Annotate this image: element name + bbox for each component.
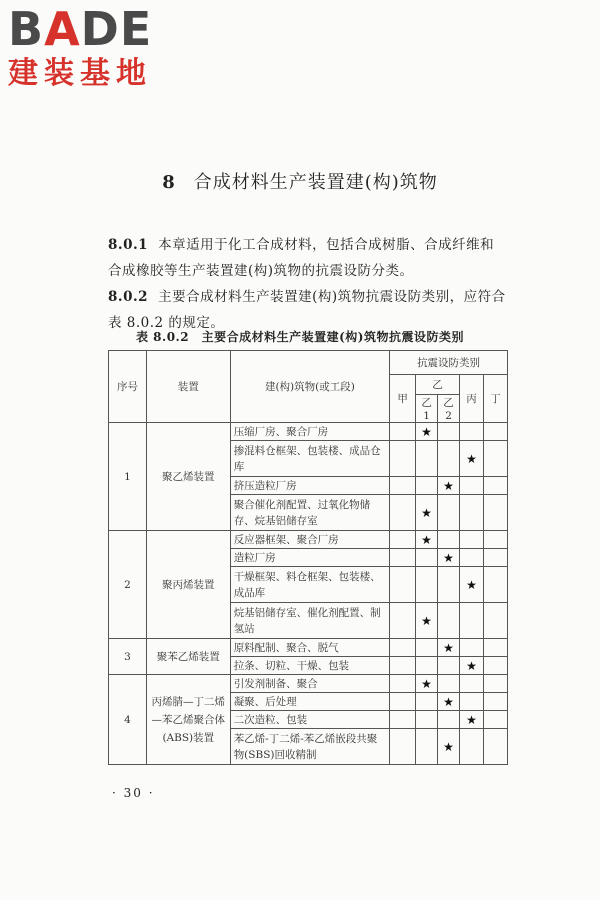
category-cell-ding: [483, 423, 507, 441]
chapter-title: 合成材料生产装置建(构)筑物: [193, 172, 438, 193]
header-yi: 乙: [416, 375, 460, 395]
logo-wordmark: BADE: [8, 2, 153, 56]
category-cell-bing: [460, 531, 484, 549]
category-star-yi2: ★: [438, 729, 460, 765]
chapter-heading: [0, 168, 600, 194]
category-cell-ding: [483, 441, 507, 477]
row-building: 拉条、切粒、干燥、包装: [230, 657, 389, 675]
category-cell-yi1: [416, 639, 438, 657]
row-building: 掺混料仓框架、包装楼、成品仓库: [230, 441, 389, 477]
table-row: [109, 531, 508, 549]
category-cell-yi2: [438, 675, 460, 693]
header-category: 抗震设防类别: [390, 351, 508, 375]
category-cell-bing: [460, 549, 484, 567]
row-seq: 1: [109, 423, 147, 531]
category-star-yi1: ★: [416, 675, 438, 693]
category-star-bing: ★: [460, 441, 484, 477]
category-cell-ding: [483, 693, 507, 711]
row-building: 挤压造粒厂房: [230, 477, 389, 495]
category-star-yi2: ★: [438, 639, 460, 657]
category-cell-ding: [483, 477, 507, 495]
header-device: 装置: [146, 351, 230, 423]
category-cell-ding: [483, 495, 507, 531]
category-cell-jia: [390, 441, 416, 477]
header-ding: 丁: [483, 375, 507, 423]
category-cell-yi1: [416, 441, 438, 477]
category-cell-bing: [460, 603, 484, 639]
row-seq: 4: [109, 675, 147, 765]
row-building: 干燥框架、料仓框架、包装楼、成品库: [230, 567, 389, 603]
category-cell-bing: [460, 693, 484, 711]
category-cell-yi1: [416, 549, 438, 567]
category-cell-ding: [483, 549, 507, 567]
category-cell-ding: [483, 729, 507, 765]
row-building: 二次造粒、包装: [230, 711, 389, 729]
category-star-bing: ★: [460, 657, 484, 675]
row-seq: 3: [109, 639, 147, 675]
category-cell-yi1: [416, 693, 438, 711]
table-row: [109, 423, 508, 441]
category-star-yi2: ★: [438, 549, 460, 567]
header-seq: 序号: [109, 351, 147, 423]
category-cell-ding: [483, 567, 507, 603]
clause-8-0-1: [108, 232, 508, 284]
clause-text: 本章适用于化工合成材料，包括合成树脂、合成纤维和合成橡胶等生产装置建(构)筑物的抗震设防分类。: [108, 237, 495, 279]
row-device: 聚苯乙烯装置: [146, 639, 230, 675]
category-cell-ding: [483, 639, 507, 657]
category-cell-jia: [390, 729, 416, 765]
logo-subtitle: 建装基地: [8, 56, 152, 91]
page-number: · 30 ·: [112, 786, 155, 800]
category-cell-jia: [390, 675, 416, 693]
category-cell-ding: [483, 675, 507, 693]
row-building: 引发剂制备、聚合: [230, 675, 389, 693]
clause-text: 主要合成材料生产装置建(构)筑物抗震设防类别，应符合表 8.0.2 的规定。: [108, 289, 506, 331]
category-cell-bing: [460, 675, 484, 693]
table-caption: 表 8.0.2 主要合成材料生产装置建(构)筑物抗震设防类别: [136, 330, 464, 344]
clause-number: 8.0.1: [108, 237, 149, 253]
category-cell-jia: [390, 495, 416, 531]
category-cell-yi2: [438, 711, 460, 729]
category-cell-jia: [390, 549, 416, 567]
category-star-yi2: ★: [438, 693, 460, 711]
category-cell-jia: [390, 693, 416, 711]
header-building: 建(构)筑物(或工段): [230, 351, 389, 423]
category-cell-bing: [460, 423, 484, 441]
category-cell-yi2: [438, 441, 460, 477]
row-building: 烷基铝储存室、催化剂配置、制氢站: [230, 603, 389, 639]
row-building: 聚合催化剂配置、过氧化物储存、烷基铝储存室: [230, 495, 389, 531]
category-cell-yi1: [416, 567, 438, 603]
category-star-yi2: ★: [438, 477, 460, 495]
category-cell-jia: [390, 567, 416, 603]
category-cell-bing: [460, 477, 484, 495]
category-cell-yi2: [438, 531, 460, 549]
clause-number: 8.0.2: [108, 289, 149, 305]
category-cell-ding: [483, 711, 507, 729]
category-cell-jia: [390, 603, 416, 639]
brand-logo: [8, 4, 178, 92]
row-building: 原料配制、聚合、脱气: [230, 639, 389, 657]
category-cell-yi1: [416, 729, 438, 765]
category-cell-jia: [390, 423, 416, 441]
category-star-bing: ★: [460, 711, 484, 729]
category-cell-yi1: [416, 477, 438, 495]
category-cell-yi1: [416, 711, 438, 729]
category-star-yi1: ★: [416, 531, 438, 549]
category-cell-ding: [483, 603, 507, 639]
category-cell-bing: [460, 495, 484, 531]
row-seq: 2: [109, 531, 147, 639]
row-device: 聚乙烯装置: [146, 423, 230, 531]
category-cell-jia: [390, 657, 416, 675]
chapter-number: 8: [162, 172, 176, 193]
table-row: [109, 639, 508, 657]
category-cell-ding: [483, 657, 507, 675]
header-bing: 丙: [460, 375, 484, 423]
seismic-category-table: [108, 350, 508, 765]
header-yi2: 乙 2: [438, 395, 460, 423]
category-cell-jia: [390, 531, 416, 549]
category-star-bing: ★: [460, 567, 484, 603]
category-cell-yi2: [438, 423, 460, 441]
category-cell-yi2: [438, 603, 460, 639]
category-cell-bing: [460, 639, 484, 657]
table-row: [109, 675, 508, 693]
category-cell-jia: [390, 639, 416, 657]
row-device: 聚丙烯装置: [146, 531, 230, 639]
category-star-yi1: ★: [416, 423, 438, 441]
header-jia: 甲: [390, 375, 416, 423]
category-cell-jia: [390, 477, 416, 495]
category-cell-ding: [483, 531, 507, 549]
row-device: 丙烯腈—丁二烯—苯乙烯聚合体(ABS)装置: [146, 675, 230, 765]
category-cell-bing: [460, 729, 484, 765]
category-cell-yi2: [438, 567, 460, 603]
row-building: 压缩厂房、聚合厂房: [230, 423, 389, 441]
row-building: 造粒厂房: [230, 549, 389, 567]
category-cell-yi2: [438, 495, 460, 531]
category-star-yi1: ★: [416, 603, 438, 639]
category-star-yi1: ★: [416, 495, 438, 531]
row-building: 凝聚、后处理: [230, 693, 389, 711]
category-cell-jia: [390, 711, 416, 729]
category-cell-yi2: [438, 657, 460, 675]
category-cell-yi1: [416, 657, 438, 675]
row-building: 反应器框架、聚合厂房: [230, 531, 389, 549]
header-yi1: 乙 1: [416, 395, 438, 423]
row-building: 苯乙烯-丁二烯-苯乙烯嵌段共聚物(SBS)回收精制: [230, 729, 389, 765]
